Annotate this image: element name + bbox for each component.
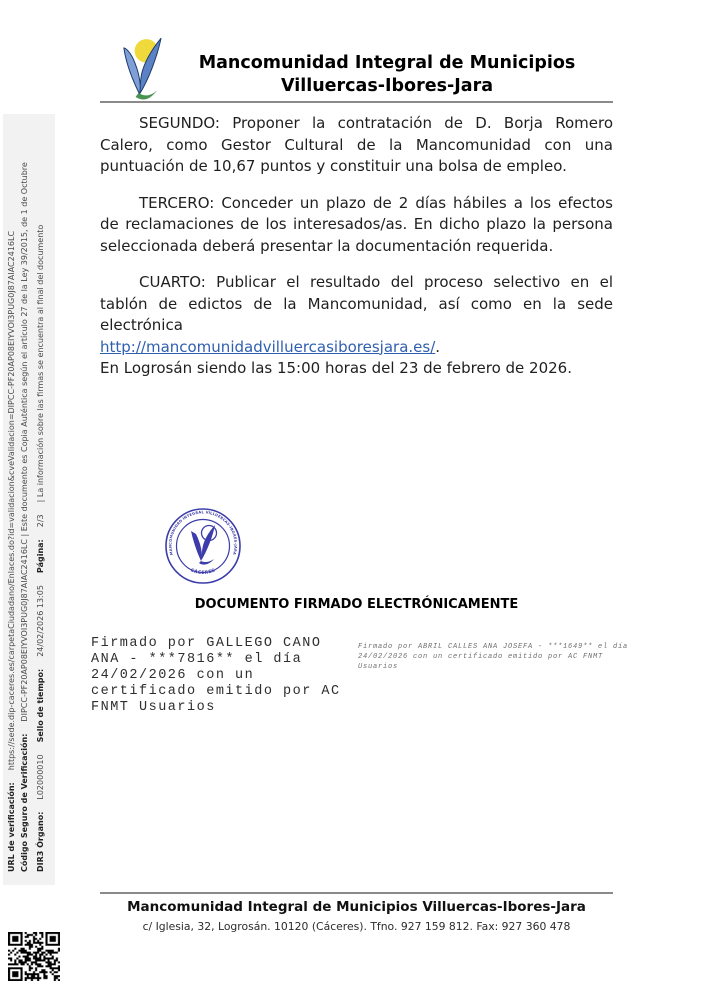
sede-link-line [100, 337, 613, 359]
signatures-note: | La información sobre las firmas se encuentra al final del documento [36, 224, 45, 503]
signed-electronically-heading: DOCUMENTO FIRMADO ELECTRÓNICAMENTE [194, 597, 519, 612]
csv-value: DIPCC-PF20AP08EIYVOI3PUG0J87AIAC2416LC | Este documento es Copia Auténtica según el artículo 27 de la Ley 39/2015, de 1 de Octubre [20, 162, 29, 722]
signature-line: Usuarios [358, 663, 399, 671]
dir3-label: DIR3 Órgano: [36, 811, 45, 872]
csv-label: Código Seguro de Verificación: [20, 733, 29, 872]
page-value: 2/3 [36, 514, 45, 528]
page-label: Página: [36, 539, 45, 574]
paragraph-tercero: TERCERO: Conceder un plazo de 2 días hábiles a los efectos de reclamaciones de los interesados/as. En dicho plazo la persona seleccionada deberá presentar la documentación requerida. [100, 193, 613, 255]
signature-line: Firmado por GALLEGO CANO [91, 636, 322, 651]
header-title-line2: Villuercas-Ibores-Jara [280, 76, 494, 96]
seal-ring-text-bottom: - CÁCERES - [185, 566, 221, 577]
svg-text:- CÁCERES - [186, 566, 221, 576]
paragraph-cuarto: CUARTO: Publicar el resultado del proceso selectivo en el tablón de edictos de la Mancomunidad, así como en la sede electrónica [100, 273, 613, 334]
official-seal-stamp-icon [163, 506, 243, 586]
header-divider [100, 101, 613, 103]
seal-ring-text-top: MANCOMUNIDAD INTEGRAL VILLUERCAS-IBORES-JARA [168, 510, 238, 556]
paragraph-closing: En Logrosán siendo las 15:00 horas del 23 de febrero de 2026. [100, 359, 572, 377]
url-label: URL de verificación: [7, 782, 16, 872]
signature-line: 24/02/2026 con un certificado emitido por AC FNMT [358, 653, 604, 661]
footer-divider [100, 892, 613, 894]
footer-org-name: Mancomunidad Integral de Municipios Villuercas-Ibores-Jara [127, 899, 586, 915]
document-header-title [158, 52, 616, 98]
mancomunidad-logo-icon [117, 37, 164, 102]
signature-line: FNMT Usuarios [91, 700, 216, 715]
link-suffix: . [435, 337, 441, 356]
header-title-line1: Mancomunidad Integral de Municipios [198, 53, 576, 73]
footer-address: c/ Iglesia, 32, Logrosán. 10120 (Cáceres). Tfno. 927 159 812. Fax: 927 360 478 [142, 920, 571, 933]
document-body [100, 113, 613, 380]
dir3-value: L02000010 [36, 754, 45, 800]
dir3-line [36, 225, 46, 872]
signature-line: 24/02/2026 con un [91, 668, 255, 683]
timestamp-value: 24/02/2026 13:05 [36, 585, 45, 657]
sede-electronica-link[interactable]: http://mancomunidadvilluercasiboresjara.es/ [100, 337, 436, 356]
csv-line [20, 162, 30, 872]
signature-line: certificado emitido por AC [91, 684, 341, 699]
qr-code [8, 932, 60, 981]
timestamp-label: Sello de tiempo: [36, 668, 45, 743]
signature-block-left [91, 636, 341, 716]
verification-url-line [7, 231, 17, 872]
signature-line: ANA - ***7816** el día [91, 652, 303, 667]
signature-block-right [358, 642, 628, 672]
paragraph-segundo: SEGUNDO: Proponer la contratación de D. Borja Romero Calero, como Gestor Cultural de la Mancomunidad con una puntuación de 10,67 puntos y constituir una bolsa de empleo. [100, 114, 613, 175]
signature-line: Firmado por ABRIL CALLES ANA JOSEFA - ***1649** el día [358, 643, 629, 651]
url-value: https://sede.dip-caceres.es/carpetaCiudadano/Enlaces.do?id=validacion&cveValidacion=DIPCC-PF20AP08EIYVOI3PUG0J87AIAC2416LC [7, 230, 16, 771]
